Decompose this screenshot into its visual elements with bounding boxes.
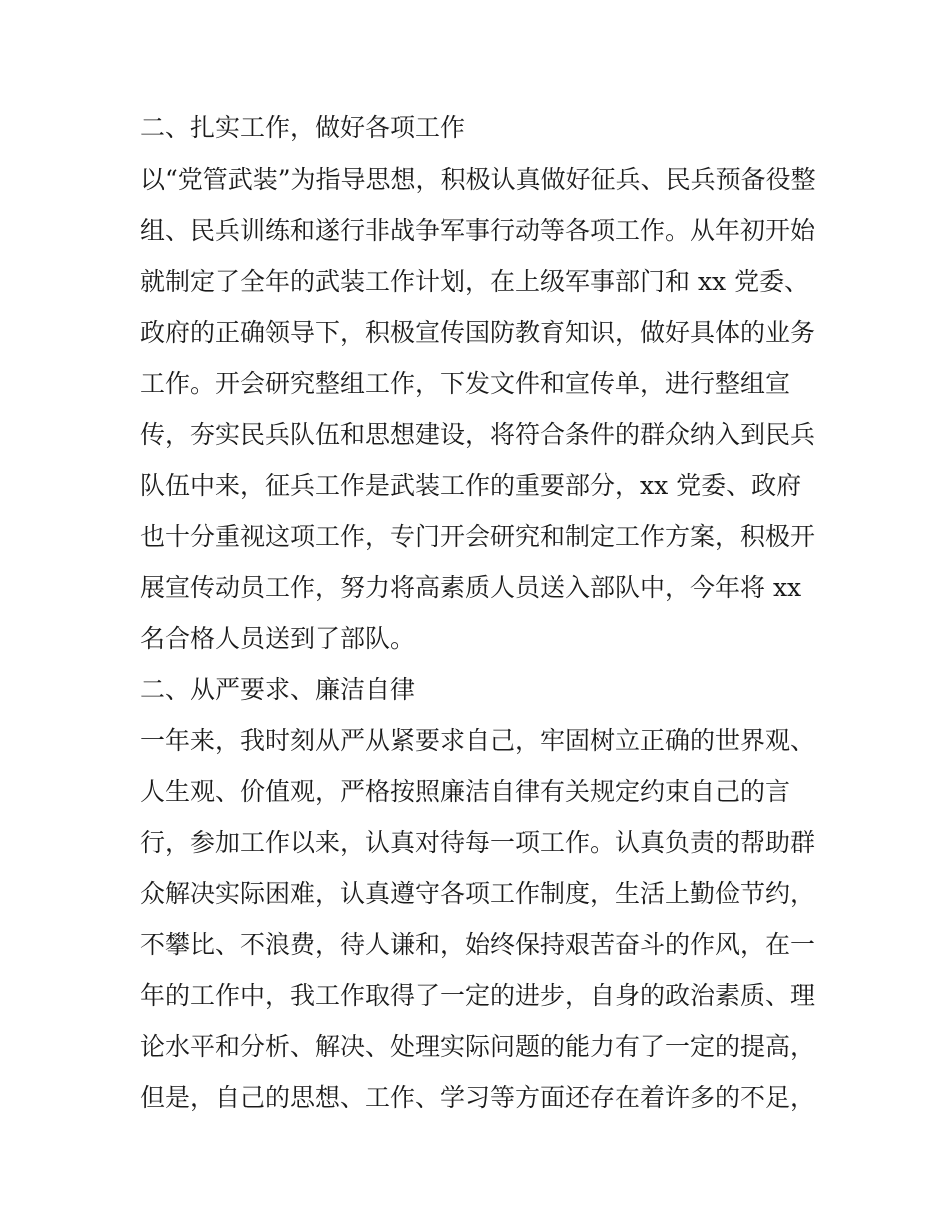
paragraph-line: 队伍中来，征兵工作是武装工作的重要部分，xx 党委、政府 xyxy=(140,471,802,500)
paragraph-line: 政府的正确领导下，积极宣传国防教育知识，做好具体的业务 xyxy=(140,318,816,347)
paragraph-line: 名合格人员送到了部队。 xyxy=(140,624,416,653)
paragraph-line: 众解决实际困难，认真遵守各项工作制度，生活上勤俭节约， xyxy=(140,879,816,908)
paragraph-line: 组、民兵训练和遂行非战争军事行动等各项工作。从年初开始 xyxy=(140,216,816,245)
paragraph-line: 但是，自己的思想、工作、学习等方面还存在着许多的不足， xyxy=(140,1083,816,1112)
paragraph-line: 展宣传动员工作，努力将高素质人员送入部队中，今年将 xx xyxy=(140,573,802,602)
paragraph-line: 工作。开会研究整组工作，下发文件和宣传单，进行整组宣 xyxy=(140,369,791,398)
paragraph-line: 就制定了全年的武装工作计划，在上级军事部门和 xx 党委、 xyxy=(140,267,810,296)
paragraph-line: 传，夯实民兵队伍和思想建设，将符合条件的群众纳入到民兵 xyxy=(140,420,816,449)
paragraph-line: 年的工作中，我工作取得了一定的进步，自身的政治素质、理 xyxy=(140,981,816,1010)
paragraph-line: 人生观、价值观，严格按照廉洁自律有关规定约束自己的言 xyxy=(140,777,791,806)
section-heading: 二、从严要求、廉洁自律 xyxy=(140,675,416,704)
paragraph-line: 不攀比、不浪费，待人谦和，始终保持艰苦奋斗的作风，在一 xyxy=(140,930,816,959)
section-heading: 二、扎实工作，做好各项工作 xyxy=(140,113,466,142)
paragraph-line: 论水平和分析、解决、处理实际问题的能力有了一定的提高， xyxy=(140,1032,816,1061)
paragraph-line: 一年来，我时刻从严从紧要求自己，牢固树立正确的世界观、 xyxy=(140,726,816,755)
paragraph-line: 行，参加工作以来，认真对待每一项工作。认真负责的帮助群 xyxy=(140,828,816,857)
paragraph-line: 以“党管武装”为指导思想，积极认真做好征兵、民兵预备役整 xyxy=(140,165,816,194)
paragraph-line: 也十分重视这项工作，专门开会研究和制定工作方案，积极开 xyxy=(140,522,816,551)
